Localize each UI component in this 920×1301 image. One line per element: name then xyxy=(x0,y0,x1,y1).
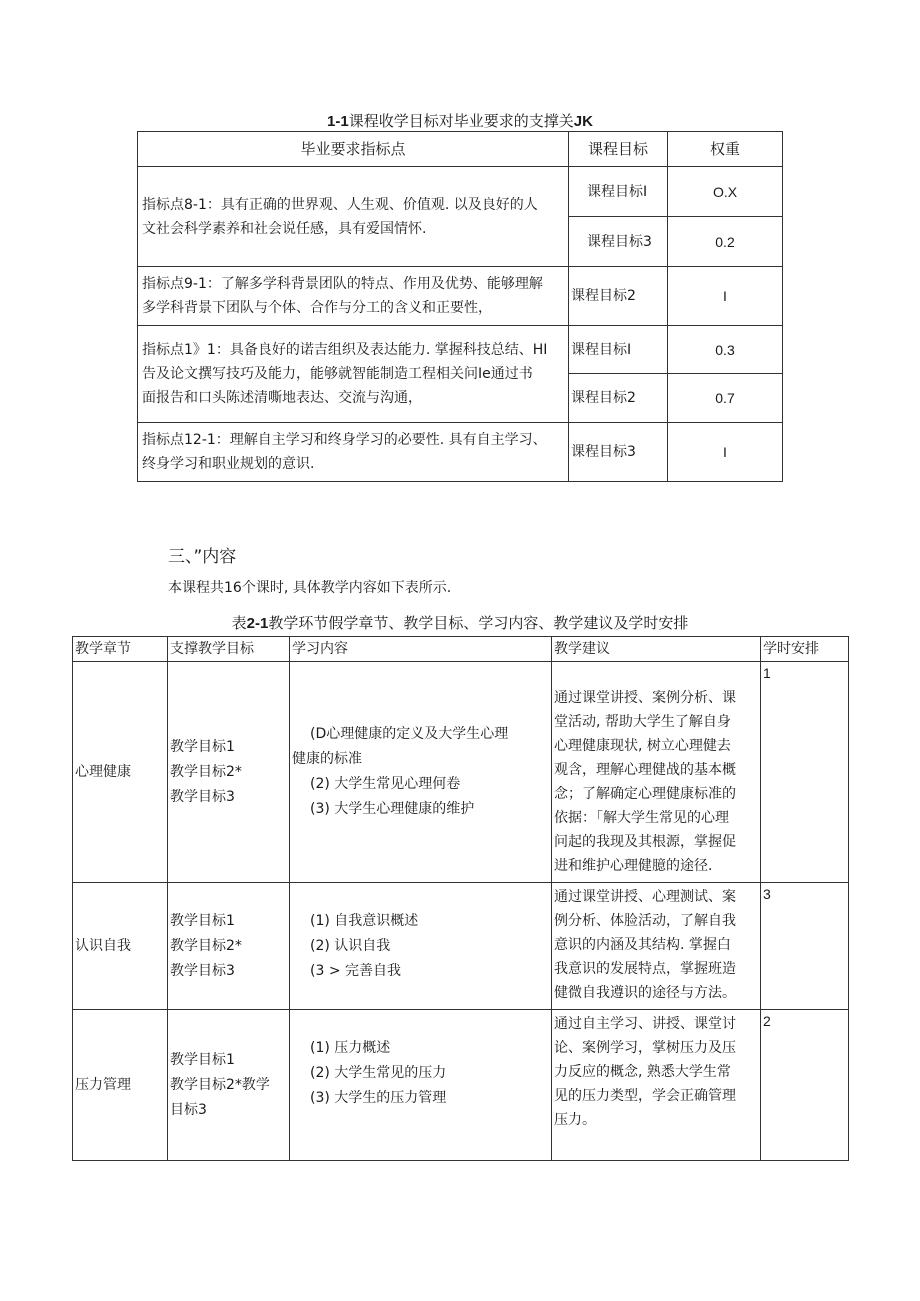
advice-line: 意识的内涵及其结构. 掌握白 xyxy=(554,937,731,953)
advice-line: 见的压力类型，学会正确管理 xyxy=(554,1088,736,1104)
content-cell xyxy=(290,883,552,1010)
content-line: (1) 压力概述 xyxy=(310,1040,391,1056)
indicator-line: 指标点9-1：了解多学科背景团队的特点、作用及优势、能够理解 xyxy=(142,276,543,292)
advice-cell xyxy=(552,662,761,883)
advice-line: 通过课堂讲授、案例分析、课 xyxy=(554,690,736,706)
indicator-line: 文社会科学素养和社会说任感，具有爱国情怀. xyxy=(142,220,427,237)
table-row xyxy=(73,883,849,1010)
advice-line: 心理健康现状, 树立心理健去 xyxy=(554,738,731,754)
advice-line: 念；了解确定心理健康标准的 xyxy=(554,786,736,802)
content-line: (2) 大学生常见心理何卷 xyxy=(310,776,461,792)
content-cell xyxy=(290,1010,552,1161)
support-table xyxy=(137,131,783,482)
indicator-cell xyxy=(138,167,569,267)
content-line: (3 > 完善自我 xyxy=(310,962,401,979)
support-line: 教学目标2* xyxy=(170,937,242,954)
table1-caption xyxy=(0,110,920,131)
indicator-line: 指标点8-1：具有正确的世界观、人生观、价值观. 以及良好的人 xyxy=(142,196,538,213)
table-row xyxy=(138,267,783,326)
table-row xyxy=(138,326,783,374)
advice-line: 通过课堂讲授、心理测试、案 xyxy=(554,889,736,905)
table2-caption-prefix: 表 xyxy=(231,614,247,632)
advice-cell xyxy=(552,883,761,1010)
advice-cell xyxy=(552,1010,761,1161)
section-intro: 本课程共16个课时, 具体教学内容如下表所示. xyxy=(168,580,452,596)
table1-header-row xyxy=(138,132,783,167)
advice-line: 通过自主学习、讲授、课堂讨 xyxy=(554,1016,736,1032)
indicator-cell xyxy=(138,267,569,326)
indicator-cell xyxy=(138,326,569,423)
content-line: (D心理健康的定义及大学生心理 xyxy=(310,726,509,742)
header-support: 支撑教学目标 xyxy=(168,637,290,662)
header-advice: 教学建议 xyxy=(552,637,761,662)
section-title: 三、”内容 xyxy=(168,547,237,567)
advice-line: 观含，理解心理健战的基本概 xyxy=(554,762,736,778)
goal-cell: 课程目标3 xyxy=(569,217,668,267)
chapter-cell: 压力管理 xyxy=(73,1010,168,1161)
support-line: 教学目标1 xyxy=(170,912,235,929)
header-indicator: 毕业要求指标点 xyxy=(138,132,569,167)
indicator-cell xyxy=(138,423,569,482)
content-cell xyxy=(290,662,552,883)
support-line: 教学目标2* xyxy=(170,763,242,780)
support-cell xyxy=(168,883,290,1010)
table2-caption-text: 教学环节假学章节、教学目标、学习内容、教学建议及学时安排 xyxy=(268,614,689,632)
advice-line: 问起的我现及其根源，掌握促 xyxy=(554,834,736,850)
support-line: 教学目标2*教学 xyxy=(170,1076,270,1093)
content-line: (2) 大学生常见的压力 xyxy=(310,1065,447,1081)
table-row xyxy=(73,1010,849,1161)
advice-line: 压力。 xyxy=(554,1112,596,1128)
hours-cell: 3 xyxy=(761,883,849,1010)
indicator-line: 告及论文撰写技巧及能力，能够就智能制造工程相关问Ie通过书 xyxy=(142,366,533,382)
table-row xyxy=(73,662,849,883)
goal-cell: 课程目标I xyxy=(569,326,668,374)
advice-line: 依据：「解大学生常见的心理 xyxy=(554,810,729,826)
table2-caption-number: 2-1 xyxy=(246,615,269,632)
weight-cell: O.X xyxy=(668,167,783,217)
table1-caption-number: 1-1 xyxy=(327,113,349,130)
support-line: 目标3 xyxy=(170,1101,207,1118)
advice-line: 进和维护心理健臆的途径. xyxy=(554,858,713,874)
advice-line: 论、案例学习，掌树压力及压 xyxy=(554,1040,736,1056)
weight-cell: I xyxy=(668,267,783,326)
content-line: (2) 认识自我 xyxy=(310,937,391,954)
advice-line: 力反应的概念, 熟悉大学生常 xyxy=(554,1064,731,1080)
chapter-cell: 认识自我 xyxy=(73,883,168,1010)
table1-caption-text: 课程收学目标对毕业要求的支撑关 xyxy=(348,112,574,130)
table2-header-row xyxy=(73,637,849,662)
content-line: (1) 自我意识概述 xyxy=(310,912,419,929)
table-row xyxy=(138,423,783,482)
header-chapter: 教学章节 xyxy=(73,637,168,662)
weight-cell: 0.7 xyxy=(668,374,783,423)
goal-cell: 课程目标3 xyxy=(569,423,668,482)
header-weight: 权重 xyxy=(668,132,783,167)
table2-caption xyxy=(0,612,920,633)
content-table xyxy=(72,636,849,1161)
indicator-line: 面报告和口头陈述清嘶地表达、交流与沟通， xyxy=(142,390,422,406)
advice-line: 例分析、体脸活动，了解自我 xyxy=(554,913,736,929)
table1-caption-suffix: JK xyxy=(573,113,593,130)
header-content: 学习内容 xyxy=(290,637,552,662)
support-cell xyxy=(168,662,290,883)
indicator-line: 多学科背景下团队与个体、合作与分工的含义和正要性， xyxy=(142,300,492,316)
weight-cell: 0.2 xyxy=(668,217,783,267)
header-goal: 课程目标 xyxy=(569,132,668,167)
chapter-cell: 心理健康 xyxy=(73,662,168,883)
support-cell xyxy=(168,1010,290,1161)
content-line: (3) 大学生心理健康的维护 xyxy=(310,801,475,817)
content-line: 健康的标准 xyxy=(292,751,362,767)
indicator-line: 指标点1》1：具备良好的诺吉组织及表达能力. 掌握科技总结、HI xyxy=(142,342,548,358)
indicator-line: 终身学习和职业规划的意识. xyxy=(142,456,315,472)
goal-cell: 课程目标I xyxy=(569,167,668,217)
advice-line: 健微自我遵识的途径与方法。 xyxy=(554,985,736,1001)
header-hours: 学时安排 xyxy=(761,637,849,662)
hours-cell: 2 xyxy=(761,1010,849,1161)
goal-cell: 课程目标2 xyxy=(569,374,668,423)
support-line: 教学目标1 xyxy=(170,1051,235,1068)
weight-cell: 0.3 xyxy=(668,326,783,374)
advice-line: 堂活动, 帮助大学生了解自身 xyxy=(554,714,731,730)
support-line: 教学目标1 xyxy=(170,738,235,755)
goal-cell: 课程目标2 xyxy=(569,267,668,326)
table-row xyxy=(138,167,783,217)
support-line: 教学目标3 xyxy=(170,962,235,979)
weight-cell: I xyxy=(668,423,783,482)
support-line: 教学目标3 xyxy=(170,788,235,805)
content-line: (3) 大学生的压力管理 xyxy=(310,1090,447,1106)
advice-line: 我意识的发展特点，掌握班造 xyxy=(554,961,736,977)
hours-cell: 1 xyxy=(761,662,849,883)
indicator-line: 指标点12-1：理解自主学习和终身学习的必要性. 具有自主学习、 xyxy=(142,432,547,448)
